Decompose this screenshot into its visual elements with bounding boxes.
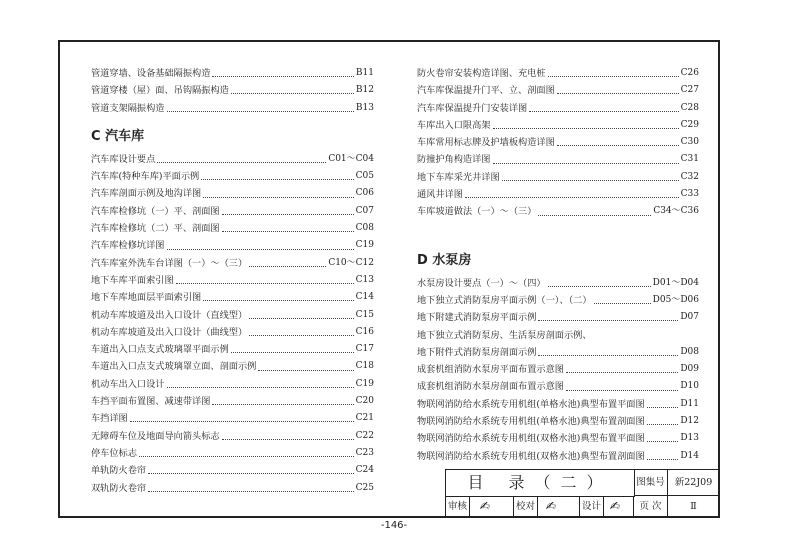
entry-drawing-code: C19 (355, 378, 374, 389)
toc-entry (91, 324, 374, 341)
atlas-number: 新22J09 (668, 470, 720, 496)
entry-title: 汽车库设计要点 (91, 153, 156, 165)
entry-drawing-code: C06 (355, 188, 374, 199)
entry-drawing-code: D09 (680, 364, 699, 375)
leader-dots (529, 111, 678, 112)
entry-title: 汽车库剖面示例及地沟详图 (91, 188, 202, 200)
entry-title: 管道穿楼（屋）面、吊钩隔振构造 (91, 85, 229, 97)
entry-title: 机动车出入口设计 (91, 378, 165, 390)
entry-drawing-code: B13 (355, 102, 374, 113)
leader-dots (167, 111, 354, 112)
entry-title: 物联网消防给水系统专用机组(双格水池)典型布置剖面图 (417, 450, 645, 462)
toc-entry (91, 462, 374, 479)
atlas-number-label: 图集号 (634, 470, 668, 496)
leader-dots (258, 370, 353, 371)
entry-drawing-code: C23 (355, 447, 374, 458)
entry-drawing-code: D11 (680, 398, 699, 409)
entry-drawing-code: B11 (355, 68, 374, 78)
leader-dots (139, 456, 354, 457)
entry-title: 地下独立式消防泵房、生活泵房剖面示例、 (417, 329, 592, 341)
leader-dots (167, 387, 354, 388)
catalog-title: 目 录（二） (446, 470, 635, 497)
entry-drawing-code: C01～C04 (328, 153, 374, 164)
entry-drawing-code: C17 (355, 344, 374, 355)
leader-dots (594, 303, 651, 304)
leader-dots (148, 491, 354, 492)
entry-drawing-code: C19 (355, 240, 374, 251)
leader-dots (647, 424, 679, 425)
toc-entry (417, 292, 699, 309)
entry-drawing-code: D08 (680, 346, 699, 357)
toc-entry (91, 480, 374, 497)
toc-entry (417, 186, 699, 203)
entry-drawing-code: C29 (680, 119, 699, 130)
toc-entry (417, 151, 699, 168)
title-block (445, 469, 719, 517)
entry-title: 防火卷帘安装构造详图、充电桩 (417, 68, 546, 79)
entry-title: 停车位标志 (91, 447, 137, 459)
entry-title: 车库出入口限高架 (417, 119, 491, 131)
leader-dots (203, 300, 353, 301)
entry-title: 通风井详图 (417, 189, 463, 201)
leader-dots (249, 318, 353, 319)
toc-entry (91, 151, 374, 168)
leader-dots (212, 404, 353, 405)
entry-drawing-code: C14 (355, 292, 374, 303)
entry-title: 防撞护角构造详图 (417, 154, 491, 166)
leader-dots (130, 421, 354, 422)
entry-drawing-code: C30 (680, 137, 699, 148)
toc-entry (417, 65, 699, 82)
entry-title: 地下附件式消防泵房剖面示例 (417, 346, 537, 358)
leader-dots (493, 163, 679, 164)
entry-drawing-code: C08 (355, 223, 374, 234)
entry-title: 管道支架隔振构造 (91, 102, 165, 114)
entry-drawing-code: C26 (680, 68, 699, 78)
entry-title: 水泵房设计要点（一）～（四） (417, 277, 546, 289)
toc-entry (91, 410, 374, 427)
leader-dots (157, 162, 326, 163)
entry-drawing-code: C16 (355, 326, 374, 337)
toc-entry (91, 237, 374, 254)
toc-entry (417, 378, 699, 395)
entry-drawing-code: D12 (680, 416, 699, 427)
left-column (91, 65, 374, 497)
leader-dots (249, 335, 353, 336)
toc-entry (91, 185, 374, 202)
toc-entry (417, 275, 699, 292)
entry-drawing-code: D14 (680, 450, 699, 461)
leader-dots (231, 352, 354, 353)
leader-dots (465, 197, 679, 198)
entry-drawing-code: D01～D04 (652, 277, 699, 288)
leader-dots (176, 283, 354, 284)
entry-title: 管道穿墙、设备基础隔振构造 (91, 68, 211, 79)
toc-entry (91, 445, 374, 462)
toc-entry (91, 376, 374, 393)
review-label: 审核 (446, 496, 470, 518)
toc-entry (91, 341, 374, 358)
entry-drawing-code: C34～C36 (653, 206, 699, 217)
toc-entry (417, 117, 699, 134)
leader-dots (566, 390, 678, 391)
entry-title: 机动车库坡道及出入口设计（直线型） (91, 309, 248, 321)
entry-title: 汽车库检修坑详图 (91, 240, 165, 252)
entry-title: 单轨防火卷帘 (91, 465, 147, 477)
entry-drawing-code: C15 (355, 309, 374, 320)
page-number: -146- (380, 520, 408, 531)
toc-entry (417, 344, 699, 361)
right-column (417, 65, 699, 465)
toc-entry (417, 430, 699, 447)
entry-title: 汽车库室外洗车台详图（一）～（三） (91, 257, 248, 269)
entry-drawing-code: B12 (355, 85, 374, 96)
toc-entry (417, 134, 699, 151)
toc-entry (91, 168, 374, 185)
entry-drawing-code: D10 (680, 381, 699, 392)
entry-title: 车挡详图 (91, 413, 128, 425)
leader-dots (493, 128, 679, 129)
toc-entry (417, 169, 699, 186)
entry-title: 车库坡道做法（一）～（三） (417, 206, 537, 218)
leader-dots (557, 145, 679, 146)
entry-title: 物联网消防给水系统专用机组(单格水池)典型布置平面图 (417, 398, 645, 410)
toc-entry (91, 82, 374, 99)
design-label: 设计 (580, 496, 604, 518)
entry-title: 地下车库采光井详图 (417, 171, 500, 183)
toc-entry (91, 289, 374, 306)
review-signature: ✍ (470, 496, 514, 518)
entry-title: 地下车库地面层平面索引图 (91, 292, 202, 304)
entry-title: 地下独立式消防泵房平面示例（一）、（二） (417, 294, 592, 306)
leader-dots (212, 76, 353, 77)
page-label: 页 次 (634, 496, 668, 518)
leader-dots (222, 439, 354, 440)
toc-entry (417, 361, 699, 378)
page-value: Ⅱ (668, 496, 720, 518)
leader-dots (502, 180, 679, 181)
toc-entry (91, 255, 374, 272)
entry-title: 成套机组消防水泵房平面布置示意图 (417, 364, 564, 376)
entry-title: 车道出入口点支式玻璃罩立面、剖面示例 (91, 361, 257, 373)
leader-dots (222, 231, 354, 232)
leader-dots (231, 93, 354, 94)
entry-drawing-code: C28 (680, 102, 699, 113)
entry-title: 双轨防火卷帘 (91, 482, 147, 494)
entry-drawing-code: C33 (680, 189, 699, 200)
leader-dots (538, 355, 678, 356)
entry-drawing-code: C32 (680, 171, 699, 182)
leader-dots (566, 372, 678, 373)
toc-entry (91, 428, 374, 445)
entry-drawing-code: C05 (355, 171, 374, 182)
section-heading: D 水泵房 (417, 252, 472, 268)
leader-dots (647, 441, 679, 442)
entry-title: 物联网消防给水系统专用机组(双格水池)典型布置平面图 (417, 433, 645, 445)
leader-dots (167, 249, 354, 250)
check-signature: ✍ (538, 496, 580, 518)
leader-dots (203, 197, 353, 198)
entry-drawing-code: C27 (680, 85, 699, 96)
toc-entry (417, 309, 699, 326)
entry-title: 无障碍车位及地面导向箭头标志 (91, 430, 220, 442)
entry-drawing-code: C10～C12 (328, 257, 374, 268)
leader-dots (201, 179, 353, 180)
entry-drawing-code: C25 (355, 482, 374, 493)
leader-dots (249, 266, 326, 267)
entry-title: 汽车库检修坑（二）平、剖面图 (91, 223, 220, 235)
entry-title: 物联网消防给水系统专用机组(单格水池)典型布置剖面图 (417, 416, 645, 428)
entry-title: 车库常用标志牌及护墙板构造详图 (417, 137, 555, 149)
entry-title: 汽车库保温提升门安装详图 (417, 102, 528, 114)
toc-entry (91, 65, 374, 82)
toc-entry (417, 413, 699, 430)
toc-entry (91, 100, 374, 117)
entry-title: 汽车库检修坑（一）平、剖面图 (91, 205, 220, 217)
toc-entry (417, 448, 699, 465)
section-spacer (417, 221, 699, 241)
leader-dots (548, 286, 651, 287)
toc-entry (91, 203, 374, 220)
toc-entry (91, 220, 374, 237)
leader-dots (222, 214, 354, 215)
entry-drawing-code: C07 (355, 205, 374, 216)
toc-entry (417, 396, 699, 413)
toc-entry (91, 307, 374, 324)
entry-drawing-code: D13 (680, 433, 699, 444)
entry-title: 地下附建式消防泵房平面示例 (417, 312, 537, 324)
entry-title: 车道出入口点支式玻璃罩平面示例 (91, 344, 229, 356)
entry-drawing-code: C24 (355, 465, 374, 476)
entry-drawing-code: D05～D06 (652, 294, 699, 305)
toc-entry (417, 203, 699, 220)
leader-dots (538, 320, 678, 321)
leader-dots (148, 473, 354, 474)
leader-dots (538, 215, 651, 216)
toc-entry (417, 100, 699, 117)
toc-entry (91, 358, 374, 375)
entry-drawing-code: C13 (355, 274, 374, 285)
entry-drawing-code: C21 (355, 413, 374, 424)
leader-dots (548, 76, 679, 77)
entry-drawing-code: C18 (355, 361, 374, 372)
entry-drawing-code: C20 (355, 396, 374, 407)
leader-dots (557, 93, 679, 94)
leader-dots (647, 459, 679, 460)
entry-drawing-code: C31 (680, 154, 699, 165)
entry-drawing-code: D07 (680, 312, 699, 323)
entry-title: 汽车库(特种车库)平面示例 (91, 171, 200, 183)
entry-title: 成套机组消防水泵房剖面布置示意图 (417, 381, 564, 393)
entry-title: 地下车库平面索引图 (91, 274, 174, 286)
section-heading: C 汽车库 (91, 128, 145, 144)
toc-entry (91, 272, 374, 289)
check-label: 校对 (514, 496, 538, 518)
toc-entry (417, 327, 699, 344)
leader-dots (647, 407, 679, 408)
toc-entry (417, 82, 699, 99)
entry-title: 车挡平面布置图、减速带详图 (91, 396, 211, 408)
design-signature: ✍ (604, 496, 634, 518)
toc-entry (91, 393, 374, 410)
entry-drawing-code: C22 (355, 430, 374, 441)
entry-title: 机动车库坡道及出入口设计（曲线型） (91, 326, 248, 338)
entry-title: 汽车库保温提升门平、立、剖面图 (417, 85, 555, 97)
